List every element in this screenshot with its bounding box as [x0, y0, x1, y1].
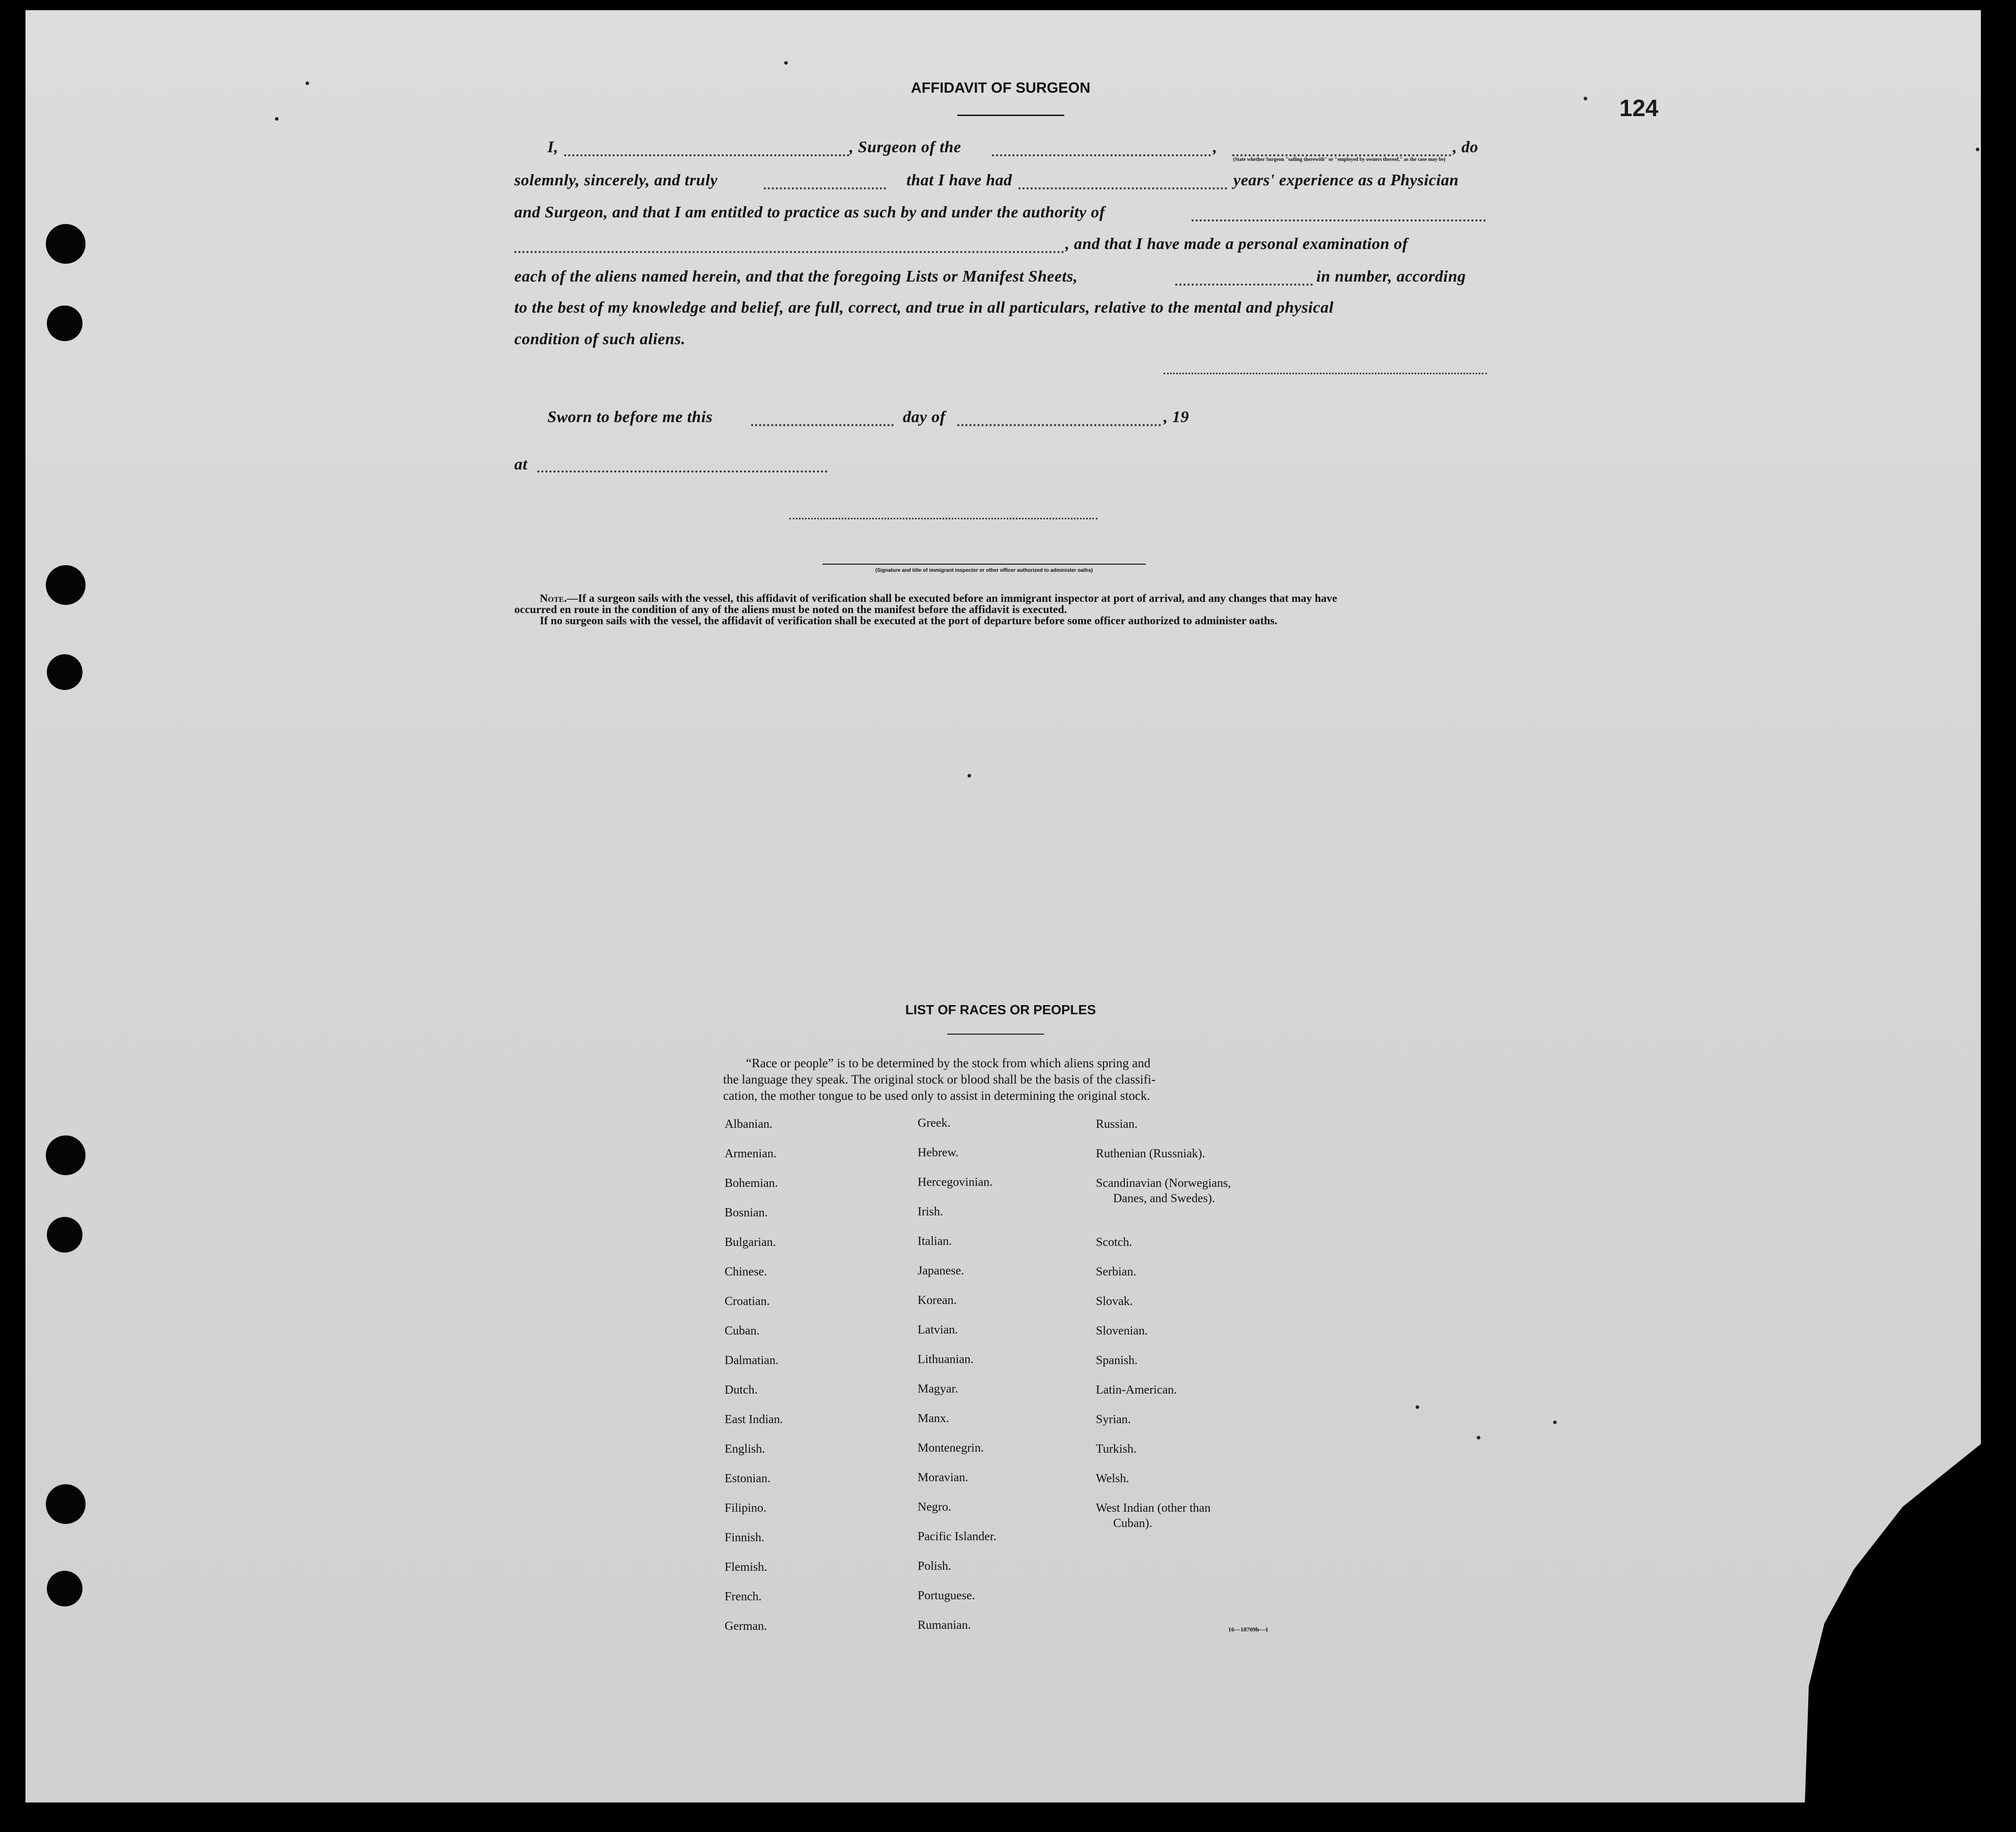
races-intro: [723, 1056, 1155, 1104]
aff-line6: to the best of my knowledge and belief, are full, correct, and true in all particulars, relative to the mental and physical: [514, 298, 1334, 316]
blank-place[interactable]: [537, 470, 827, 473]
blank-authority-cont[interactable]: [514, 251, 1064, 253]
note-line-3: If no surgeon sails with the vessel, the affidavit of verification shall be executed at the port of departure before some officer authorized to administer oaths.: [540, 614, 1278, 627]
aff-line4: , and that I have made a personal examination of: [1065, 234, 1408, 253]
race-item: Flemish.: [725, 1561, 767, 1574]
race-item: Hercegovinian.: [918, 1176, 993, 1189]
races-intro-line-2: the language they speak. The original stock or blood shall be the basis of the classifi-: [723, 1073, 1156, 1087]
speck: [1416, 1405, 1419, 1409]
race-item: Slovak.: [1096, 1295, 1133, 1308]
race-item: Greek.: [918, 1117, 951, 1130]
race-item: Albanian.: [725, 1118, 772, 1131]
speck: [1477, 1436, 1480, 1439]
speck: [1976, 148, 1979, 151]
punch-hole: [47, 1571, 82, 1606]
race-item: Scandinavian (Norwegians,: [1096, 1177, 1231, 1190]
race-item: Scotch.: [1096, 1236, 1133, 1249]
form-code: 16—18709b—1: [1228, 1626, 1268, 1633]
blank-vessel[interactable]: [992, 154, 1211, 156]
races-title-rule: [947, 1034, 1044, 1035]
aff-line1-surgeon-of-the: , Surgeon of the: [849, 137, 961, 156]
races-title: LIST OF RACES OR PEOPLES: [905, 1002, 1096, 1017]
aff-line1-comma: ,: [1213, 137, 1218, 156]
blank-status[interactable]: [1232, 154, 1451, 156]
race-item: Estonian.: [725, 1472, 770, 1485]
race-item: East Indian.: [725, 1413, 783, 1426]
speck: [306, 81, 309, 85]
race-item: Lithuanian.: [918, 1353, 974, 1366]
race-item: Magyar.: [918, 1382, 958, 1396]
race-item: Chinese.: [725, 1265, 767, 1279]
aff-line2-solemnly: solemnly, sincerely, and truly: [514, 171, 718, 189]
race-item: Spanish.: [1096, 1354, 1138, 1367]
punch-hole: [46, 565, 86, 605]
race-item: West Indian (other than: [1096, 1502, 1211, 1515]
race-item: Dalmatian.: [725, 1354, 779, 1367]
race-item: Cuban.: [725, 1324, 760, 1338]
aff-line1-do: , do: [1453, 137, 1478, 156]
punch-hole: [46, 1484, 86, 1524]
punch-hole: [47, 1217, 82, 1253]
race-item: German.: [725, 1620, 767, 1633]
race-item: Cuban).: [1113, 1517, 1152, 1530]
title-rule: [957, 115, 1064, 116]
aff-line2-that-had: that I have had: [906, 171, 1012, 189]
race-item: Latvian.: [918, 1323, 958, 1337]
aff-line5-a: each of the aliens named herein, and that the foregoing Lists or Manifest Sheets,: [514, 267, 1078, 285]
race-item: Finnish.: [725, 1531, 765, 1544]
race-item: Armenian.: [725, 1147, 777, 1160]
race-item: Syrian.: [1096, 1413, 1131, 1426]
race-item: Japanese.: [918, 1264, 964, 1278]
signature-rule: [822, 564, 1146, 565]
note-line-2: occurred en route in the condition of any of the aliens must be noted on the manifest before the affidavit is executed.: [514, 603, 1067, 616]
race-item: Welsh.: [1096, 1472, 1129, 1485]
blank-sworn-month[interactable]: [957, 424, 1161, 426]
race-item: Negro.: [918, 1501, 951, 1514]
signature-line-inspector[interactable]: [789, 518, 1097, 519]
aff-line3: and Surgeon, and that I am entitled to practice as such by and under the authority of: [514, 203, 1105, 221]
blank-years[interactable]: [1018, 187, 1227, 189]
speck: [784, 61, 788, 65]
blank-surgeon-name[interactable]: [564, 154, 849, 156]
race-item: Slovenian.: [1096, 1324, 1148, 1338]
race-item: Filipino.: [725, 1502, 767, 1515]
punch-hole: [47, 306, 82, 341]
sworn-year: , 19: [1164, 407, 1189, 426]
race-item: Ruthenian (Russniak).: [1096, 1147, 1205, 1160]
blank-swear[interactable]: [764, 187, 886, 189]
sworn-day-of: day of: [903, 407, 946, 426]
race-item: Montenegrin.: [918, 1441, 984, 1455]
punch-hole: [46, 224, 86, 264]
aff-line2-years: years' experience as a Physician: [1233, 171, 1459, 189]
race-item: Irish.: [918, 1205, 943, 1218]
blank-sheet-count[interactable]: [1175, 284, 1313, 286]
blank-authority[interactable]: [1192, 219, 1486, 221]
race-item: Danes, and Swedes).: [1113, 1192, 1215, 1205]
sworn-at: at: [514, 455, 528, 473]
punch-hole: [46, 1135, 86, 1175]
race-item: Bosnian.: [725, 1206, 768, 1219]
signature-caption: (Signature and title of immigrant inspector or other officer authorized to administer oaths): [875, 568, 1093, 573]
aff-line5-b: in number, according: [1316, 267, 1466, 285]
note-text-1a: —If a surgeon sails with the vessel, this affidavit of verification shall be executed before an immigrant inspector at port of arrival, and any changes that may have: [567, 592, 1337, 604]
race-item: Bulgarian.: [725, 1236, 776, 1249]
speck: [1553, 1421, 1557, 1424]
note-label: Note.: [540, 592, 567, 604]
race-item: Rumanian.: [918, 1619, 971, 1632]
race-item: French.: [725, 1590, 762, 1603]
race-item: Serbian.: [1096, 1265, 1137, 1279]
race-item: Moravian.: [918, 1471, 969, 1484]
aff-line7: condition of such aliens.: [514, 329, 686, 348]
speck: [275, 117, 279, 121]
signature-line-surgeon[interactable]: [1164, 373, 1487, 374]
aff-line1-i: I,: [547, 137, 559, 156]
race-item: Hebrew.: [918, 1146, 959, 1159]
speck: [1584, 97, 1587, 100]
race-item: Manx.: [918, 1412, 949, 1425]
race-item: Korean.: [918, 1294, 957, 1307]
page-number: 124: [1619, 95, 1659, 121]
race-item: Italian.: [918, 1235, 952, 1248]
race-item: Dutch.: [725, 1383, 758, 1397]
race-item: Bohemian.: [725, 1177, 778, 1190]
blank-sworn-day[interactable]: [751, 424, 894, 426]
speck: [968, 774, 971, 778]
punch-hole: [47, 654, 82, 690]
race-item: Turkish.: [1096, 1442, 1137, 1456]
races-intro-line-3: cation, the mother tongue to be used only to assist in determining the original stock.: [723, 1089, 1150, 1103]
race-item: Croatian.: [725, 1295, 770, 1308]
sworn-text: Sworn to before me this: [547, 407, 713, 426]
race-item: Latin-American.: [1096, 1383, 1177, 1397]
race-item: Portuguese.: [918, 1589, 975, 1602]
race-item: English.: [725, 1442, 765, 1456]
race-item: Pacific Islander.: [918, 1530, 997, 1543]
races-intro-line-1: “Race or people” is to be determined by the stock from which aliens spring and: [746, 1057, 1151, 1070]
race-item: Russian.: [1096, 1118, 1138, 1131]
status-bracket-note: (State whether Surgeon "sailing therewith" or "employed by owners thereof," as the case may be): [1233, 157, 1446, 162]
affidavit-title: AFFIDAVIT OF SURGEON: [910, 80, 1091, 96]
race-item: Polish.: [918, 1560, 952, 1573]
